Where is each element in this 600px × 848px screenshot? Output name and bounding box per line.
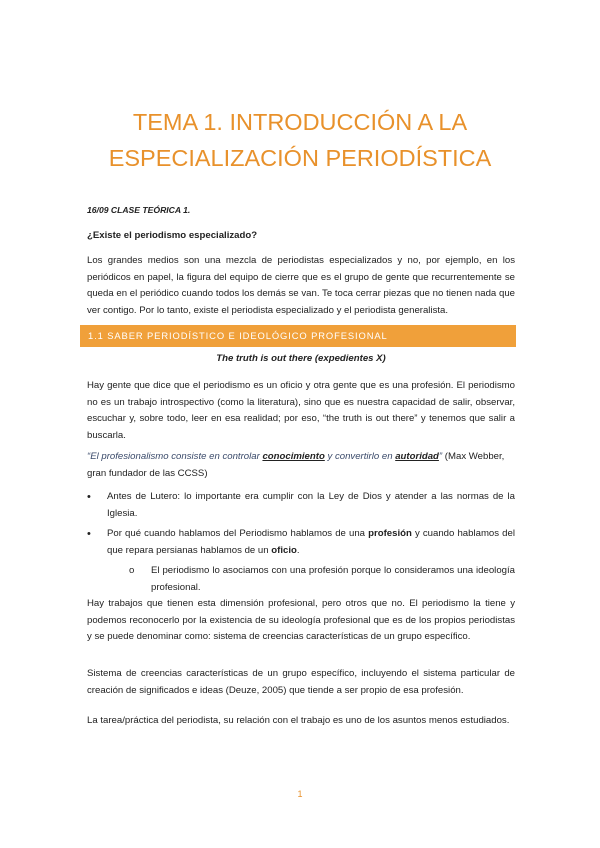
quote-part-3: ”: [438, 451, 445, 462]
title-line-1: TEMA 1. INTRODUCCIÓN A LA: [132, 109, 468, 135]
bullet-bold-profesion: profesión: [368, 528, 412, 539]
bullet-marker: •: [87, 528, 91, 540]
class-date: 16/09 CLASE TEÓRICA 1.: [87, 205, 191, 215]
sub-bullet-text: El periodismo lo asociamos con una profesión porque lo consideramos una ideología profesional.: [151, 565, 515, 593]
list-item: [87, 526, 515, 559]
quote-word-conocimiento: conocimiento: [262, 451, 325, 462]
bullet-text-a: Por qué cuando hablamos del Periodismo hablamos de una: [107, 528, 369, 539]
bullet-bold-oficio: oficio: [271, 544, 297, 556]
intro-paragraph: Los grandes medios son una mezcla de periodistas especializados y no, por ejemplo, en los periódicos en papel, la figura del equipo de cierre que es el grupo de gente que recurrentemente se queda en el periódico cuando todos los demás se van. Te toca cerrar piezas que no tienen nada que ver contigo. Por lo tanto, existe el periodista especializado y el periodista generalista.: [87, 255, 515, 316]
bullet-text-c: .: [296, 544, 300, 556]
bullet-list: [87, 489, 515, 596]
section-heading-bar: 1.1 SABER PERIODÍSTICO E IDEOLÓGICO PROFESIONAL: [80, 325, 516, 347]
section-paragraph: Hay gente que dice que el periodismo es un oficio y otra gente que es una profesión. El periodismo no es un trabajo introspectivo (como la literatura), sino que es nuestra capacidad de salir, observar, escuchar y, sobre todo, leer en esa realidad; por eso, “the truth is out there” y tenemos que salir a buscarla.: [87, 380, 515, 441]
list-item: [87, 489, 515, 522]
title-line-2: ESPECIALIZACIÓN PERIODÍSTICA: [108, 145, 492, 171]
quote-part-1: “El profesionalismo consiste en controlar: [87, 451, 263, 462]
quote-part-2: y convertirlo en: [324, 451, 396, 462]
sub-bullet-marker: o: [129, 565, 135, 576]
page-title: [60, 104, 540, 176]
quote-word-autoridad: autoridad: [395, 451, 439, 462]
page-number: 1: [297, 789, 303, 799]
paragraph-professional-dimension: Hay trabajos que tienen esta dimensión profesional, pero otros que no. El periodismo la tiene y podemos reconocerlo por la existencia de su ideología profesional que es de los propios periodistas y se puede denominar como: sistema de creencias características de un grupo específico.: [87, 598, 515, 642]
bullet-text: Antes de Lutero: lo importante era cumplir con la Ley de Dios y atender a las normas de la Iglesia.: [107, 491, 515, 519]
bullet-text-b: y cuando hablamos del que repara persianas hablamos de un: [107, 528, 515, 556]
paragraph-belief-system: Sistema de creencias características de un grupo específico, incluyendo el sistema particular de creación de significados e ideas (Deuze, 2005) que tiende a ser propio de esa profesión.: [87, 668, 515, 696]
section-subtitle: The truth is out there (expedientes X): [216, 353, 386, 364]
quote-attribution: (Max Webber, gran fundador de las CCSS): [87, 451, 505, 479]
bullet-marker: •: [87, 491, 91, 503]
paragraph-journalist-task: La tarea/práctica del periodista, su relación con el trabajo es uno de los asuntos menos estudiados.: [87, 715, 510, 726]
question-heading: ¿Existe el periodismo especializado?: [87, 230, 258, 241]
sub-list-item: [87, 563, 515, 596]
weber-quote: [87, 449, 515, 482]
